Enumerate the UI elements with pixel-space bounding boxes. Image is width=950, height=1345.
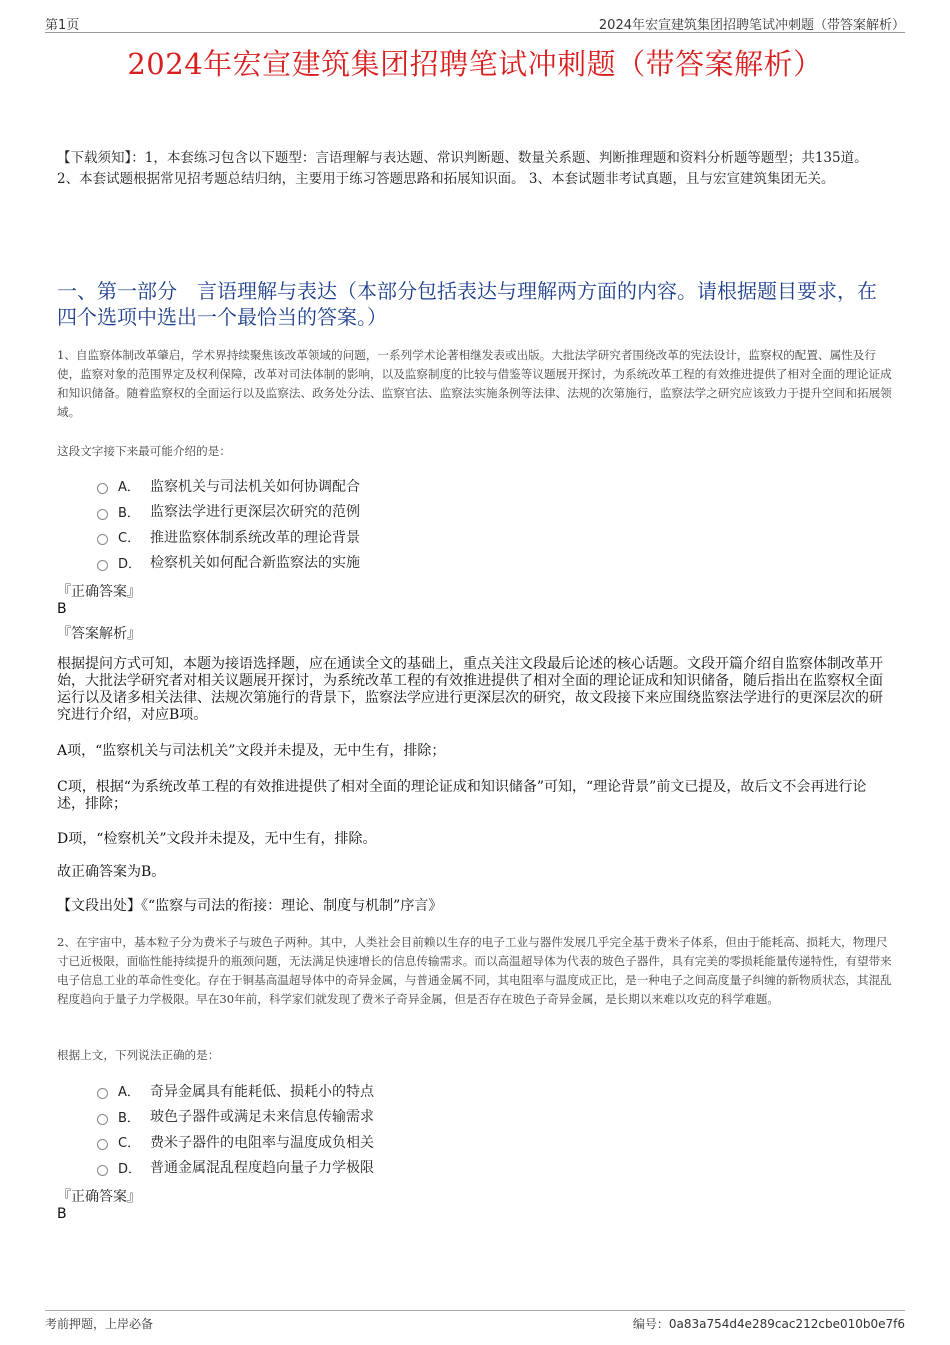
question-2-options <box>97 1078 374 1180</box>
option-b[interactable]: B． 玻色子器件或满足未来信息传输需求 <box>97 1104 374 1130</box>
radio-button[interactable] <box>97 560 108 571</box>
radio-button[interactable] <box>97 1139 108 1150</box>
page-footer <box>45 1310 905 1337</box>
analysis-option-c: C项，根据“为系统改革工程的有效推进提供了相对全面的理论证成和知识储备”可知，“理论背景”前文已提及，故后文不会再进行论述，排除； <box>57 779 867 812</box>
option-d[interactable]: D． 普通金属混乱程度趋向量子力学极限 <box>97 1155 374 1181</box>
option-a[interactable]: A． 奇异金属具有能耗低、损耗小的特点 <box>97 1078 374 1104</box>
analysis-source: 【文段出处】《“监察与司法的衔接：理论、制度与机制”序言》 <box>57 898 443 914</box>
option-b[interactable]: B． 监察法学进行更深层次研究的范例 <box>97 499 360 525</box>
footer-slogan: 考前押题，上岸必备 <box>45 1317 154 1331</box>
download-notice: 【下载须知】：1，本套练习包含以下题型：言语理解与表达题、常识判断题、数量关系题、判断推理题和资料分析题等题型；共135道。 2、本套试题根据常见招考题总结归纳，主要用于练习答题思路和拓展知识面。 3、本套试题非考试真题，且与宏宣建筑集团无关。 <box>57 150 868 187</box>
correct-answer-label: 『正确答案』 <box>57 584 141 600</box>
radio-button[interactable] <box>97 509 108 520</box>
page-number: 第1页 <box>45 18 80 33</box>
radio-button[interactable] <box>97 483 108 494</box>
footer-doc-id: 编号：0a83a754d4e289cac212cbe010b0e7f6 <box>632 1317 905 1331</box>
analysis-paragraph: 根据提问方式可知，本题为接语选择题，应在通读全文的基础上，重点关注文段最后论述的核心话题。文段开篇介绍自监察体制改革开始，大批法学研究者对相关议题展开探讨，为系统改革工程的有效推进提供了相对全面的理论证成和知识储备，随后指出在监察权全面运行以及诸多相关法律、法规次第施行的背景下，监察法学应进行更深层次的研究，故文段接下来应围绕监察法学进行的更深层次的研究进行介绍，对应B项。 <box>57 656 883 723</box>
radio-button[interactable] <box>97 534 108 545</box>
correct-answer-label: 『正确答案』 <box>57 1189 141 1205</box>
section-heading: 一、第一部分 言语理解与表达（本部分包括表达与理解两方面的内容。请根据题目要求，在四个选项中选出一个最恰当的答案。） <box>57 279 877 329</box>
header-doc-title: 2024年宏宣建筑集团招聘笔试冲刺题（带答案解析） <box>598 18 905 33</box>
option-c[interactable]: C． 费米子器件的电阻率与温度成负相关 <box>97 1129 374 1155</box>
question-1-options <box>97 473 360 575</box>
question-1-text: 1、自监察体制改革肇启，学术界持续聚焦该改革领域的问题，一系列学术论著相继发表或出版。大批法学研究者围绕改革的宪法设计，监察权的配置、属性及行使，监察对象的范围界定及权利保障，改革对司法体制的影响，以及监察制度的比较与借鉴等议题展开探讨，为系统改革工程的有效推进提供了相对全面的理论证成和知识储备。随着监察权的全面运行以及监察法、政务处分法、监察官法、监察法实施条例等法律、法规的次第施行，监察法学之研究应该致力于提升空间和拓展领域。 <box>57 348 892 419</box>
question-2-text: 2、在宇宙中，基本粒子分为费米子与玻色子两种。其中，人类社会目前赖以生存的电子工业与器件发展几乎完全基于费米子体系，但由于能耗高、损耗大，物理尺寸已近极限，面临性能持续提升的瓶颈问题，无法满足快速增长的信息传输需求。而以高温超导体为代表的玻色子器件，具有完美的零损耗能量传递特性，有望带来电子信息工业的革命性变化。存在于铜基高温超导体中的奇异金属，与普通金属不同，其电阻率与温度成正比，是一种电子之间高度量子纠缠的新物质状态，其混乱程度趋向于量子力学极限。早在30年前，科学家们就发现了费米子奇异金属，但是否存在玻色子奇异金属，是长期以来难以攻克的科学难题。 <box>57 935 892 1006</box>
radio-button[interactable] <box>97 1088 108 1099</box>
correct-answer-value: B <box>57 1206 67 1222</box>
question-1-prompt: 这段文字接下来最可能介绍的是： <box>57 444 231 458</box>
question-2-prompt: 根据上文，下列说法正确的是： <box>57 1048 220 1062</box>
document-title: 2024年宏宣建筑集团招聘笔试冲刺题（带答案解析） <box>127 47 823 81</box>
option-a[interactable]: A． 监察机关与司法机关如何协调配合 <box>97 473 360 499</box>
correct-answer-value: B <box>57 601 67 617</box>
option-d[interactable]: D． 检察机关如何配合新监察法的实施 <box>97 550 360 576</box>
analysis-conclusion: 故正确答案为B。 <box>57 864 166 880</box>
page-header <box>45 12 905 33</box>
analysis-label: 『答案解析』 <box>57 626 141 642</box>
radio-button[interactable] <box>97 1165 108 1176</box>
analysis-option-a: A项，“监察机关与司法机关”文段并未提及，无中生有，排除； <box>57 743 446 759</box>
option-c[interactable]: C． 推进监察体制系统改革的理论背景 <box>97 524 360 550</box>
radio-button[interactable] <box>97 1114 108 1125</box>
analysis-option-d: D项，“检察机关”文段并未提及，无中生有，排除。 <box>57 831 377 847</box>
